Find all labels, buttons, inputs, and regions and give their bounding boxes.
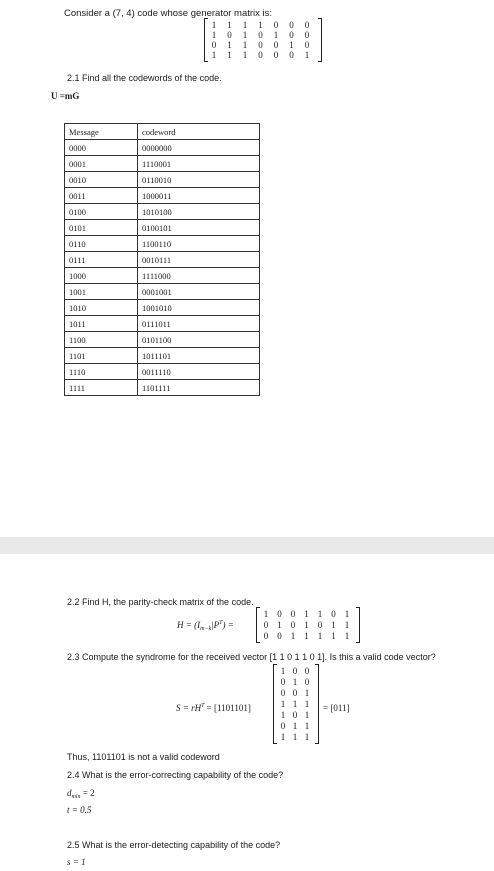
matrix-cell: 1 — [277, 620, 282, 630]
matrix-cell: 1 — [304, 50, 310, 60]
matrix-cell: 1 — [227, 50, 232, 60]
message-cell: 1101 — [65, 348, 138, 364]
h-superscript: T — [219, 620, 223, 626]
matrix-cell: 0 — [304, 677, 310, 687]
header-message: Message — [65, 124, 138, 140]
message-cell: 1011 — [65, 316, 138, 332]
left-bracket — [273, 664, 277, 744]
codeword-cell: 1111000 — [138, 268, 260, 284]
right-bracket — [356, 607, 360, 643]
codeword-cell: 0110010 — [138, 172, 260, 188]
h-lhs-text: H = (I — [177, 620, 201, 630]
matrix-row — [278, 699, 314, 709]
matrix-cell: 1 — [304, 620, 309, 630]
matrix-cell: 0 — [304, 40, 310, 50]
matrix-cell: 0 — [258, 40, 263, 50]
matrix-cell: 1 — [304, 631, 309, 641]
matrix-cell: 0 — [290, 609, 296, 619]
message-cell: 1111 — [65, 380, 138, 396]
codeword-cell: 0101100 — [138, 332, 260, 348]
message-cell: 1110 — [65, 364, 138, 380]
message-cell: 1000 — [65, 268, 138, 284]
right-bracket — [318, 18, 322, 62]
matrix-cell: 1 — [292, 699, 298, 709]
intro-text: Consider a (7, 4) code whose generator matrix is: — [64, 8, 273, 19]
codeword-cell: 1010100 — [138, 204, 260, 220]
matrix-cell: 0 — [273, 20, 279, 30]
matrix-cell: 1 — [289, 40, 294, 50]
codeword-cell: 1101111 — [138, 380, 260, 396]
matrix-row — [278, 688, 314, 698]
matrix-cell: 0 — [277, 631, 282, 641]
matrix-cell: 0 — [292, 666, 298, 676]
left-bracket — [256, 607, 260, 643]
dmin-value: = 2 — [82, 788, 95, 798]
conclusion-text: Thus, 1101101 is not a valid codeword — [67, 752, 220, 762]
matrix-row — [278, 721, 314, 731]
header-codeword: codeword — [138, 124, 260, 140]
matrix-cell: 1 — [242, 20, 248, 30]
matrix-cell: 0 — [317, 620, 323, 630]
message-cell: 0010 — [65, 172, 138, 188]
matrix-row — [261, 620, 355, 630]
s-lhs-text: S = rH — [176, 703, 202, 713]
h-transpose-matrix — [273, 664, 319, 744]
matrix-cell: 0 — [292, 688, 298, 698]
codeword-cell: 0111011 — [138, 316, 260, 332]
received-vector: = [1101101] — [206, 703, 251, 713]
matrix-row — [209, 50, 317, 60]
table-row — [65, 172, 260, 188]
codeword-cell: 1011101 — [138, 348, 260, 364]
question-2-5: 2.5 What is the error-detecting capability of the code? — [67, 840, 281, 850]
table-header-row — [65, 124, 260, 140]
table-row — [65, 268, 260, 284]
matrix-cell: 0 — [273, 40, 279, 50]
codeword-cell: 0000000 — [138, 140, 260, 156]
table-row — [65, 156, 260, 172]
matrix-row — [278, 732, 314, 742]
matrix-cell: 1 — [304, 710, 310, 720]
matrix-cell: 0 — [273, 50, 279, 60]
message-cell: 0001 — [65, 156, 138, 172]
message-cell: 0000 — [65, 140, 138, 156]
matrix-row — [209, 30, 317, 40]
matrix-cell: 1 — [304, 732, 310, 742]
matrix-cell: 1 — [344, 631, 350, 641]
matrix-cell: 1 — [344, 609, 350, 619]
matrix-cell: 0 — [290, 620, 296, 630]
s-line: s = 1 — [67, 857, 86, 867]
codeword-cell: 0010111 — [138, 252, 260, 268]
right-bracket — [315, 664, 319, 744]
matrix-cell: 0 — [304, 30, 310, 40]
matrix-cell: 1 — [242, 30, 248, 40]
matrix-cell: 0 — [258, 50, 263, 60]
question-2-3: 2.3 Compute the syndrome for the received vector [1 1 0 1 1 0 1]. Is this a valid code vector? — [67, 652, 436, 662]
matrix-cell: 1 — [258, 20, 263, 30]
codeword-cell: 1000011 — [138, 188, 260, 204]
table-row — [65, 332, 260, 348]
matrix-cell: 0 — [258, 30, 263, 40]
dmin-subscript: min — [71, 794, 81, 800]
question-2-2: 2.2 Find H, the parity-check matrix of the code. — [67, 597, 254, 607]
table-row — [65, 140, 260, 156]
matrix-cell: 0 — [289, 20, 294, 30]
matrix-cell: 1 — [304, 721, 310, 731]
matrix-cell: 0 — [304, 20, 310, 30]
matrix-cell: 1 — [317, 631, 323, 641]
h-mid-text: |P — [211, 620, 220, 630]
matrix-cell: 1 — [292, 677, 298, 687]
codeword-cell: 0001001 — [138, 284, 260, 300]
h-equation-lhs — [177, 620, 234, 632]
message-cell: 1010 — [65, 300, 138, 316]
message-cell: 1001 — [65, 284, 138, 300]
matrix-cell: 1 — [227, 40, 232, 50]
generator-matrix — [204, 18, 322, 62]
table-row — [65, 316, 260, 332]
syndrome-result: = [011] — [323, 703, 350, 713]
table-row — [65, 220, 260, 236]
codeword-cell: 1100110 — [138, 236, 260, 252]
matrix-cell: 0 — [304, 666, 310, 676]
matrix-cell: 1 — [344, 620, 350, 630]
matrix-cell: 0 — [280, 688, 286, 698]
matrix-cell: 1 — [292, 721, 298, 731]
dmin-line — [67, 788, 95, 800]
syndrome-equation — [176, 703, 251, 713]
table-row — [65, 380, 260, 396]
left-bracket — [204, 18, 208, 62]
codeword-table — [64, 123, 260, 396]
matrix-cell: 0 — [227, 30, 232, 40]
matrix-row — [278, 710, 314, 720]
matrix-cell: 1 — [242, 50, 248, 60]
matrix-cell: 1 — [292, 732, 298, 742]
page-separator — [0, 537, 494, 554]
matrix-row — [278, 666, 314, 676]
table-row — [65, 204, 260, 220]
matrix-cell: 1 — [273, 30, 279, 40]
table-row — [65, 300, 260, 316]
dmin-symbol: d — [67, 788, 72, 798]
message-cell: 0110 — [65, 236, 138, 252]
h-lhs-subscript: m−k — [200, 626, 212, 632]
t-line: t = 0.5 — [67, 805, 92, 815]
message-cell: 1100 — [65, 332, 138, 348]
matrix-cell: 0 — [292, 710, 298, 720]
table-row — [65, 252, 260, 268]
matrix-cell: 0 — [280, 721, 286, 731]
codeword-cell: 1110001 — [138, 156, 260, 172]
matrix-cell: 1 — [280, 732, 286, 742]
matrix-cell: 1 — [290, 631, 296, 641]
message-cell: 0111 — [65, 252, 138, 268]
matrix-cell: 1 — [331, 620, 336, 630]
matrix-cell: 1 — [304, 609, 309, 619]
matrix-cell: 1 — [263, 609, 269, 619]
matrix-cell: 1 — [331, 631, 336, 641]
s-superscript: T — [201, 703, 205, 709]
codeword-cell: 1001010 — [138, 300, 260, 316]
matrix-cell: 1 — [227, 20, 232, 30]
matrix-cell: 1 — [304, 688, 310, 698]
matrix-cell: 1 — [211, 50, 217, 60]
table-row — [65, 236, 260, 252]
matrix-cell: 0 — [263, 631, 269, 641]
matrix-cell: 1 — [211, 30, 217, 40]
matrix-cell: 0 — [289, 50, 294, 60]
matrix-cell: 0 — [277, 609, 282, 619]
message-cell: 0100 — [65, 204, 138, 220]
matrix-cell: 0 — [211, 40, 217, 50]
matrix-row — [278, 677, 314, 687]
matrix-cell: 0 — [280, 677, 286, 687]
codeword-cell: 0011110 — [138, 364, 260, 380]
message-cell: 0011 — [65, 188, 138, 204]
matrix-cell: 1 — [280, 699, 286, 709]
matrix-cell: 1 — [280, 666, 286, 676]
matrix-cell: 1 — [211, 20, 217, 30]
codeword-cell: 0100101 — [138, 220, 260, 236]
message-cell: 0101 — [65, 220, 138, 236]
matrix-cell: 1 — [280, 710, 286, 720]
question-2-4: 2.4 What is the error-correcting capability of the code? — [67, 770, 284, 780]
matrix-cell: 0 — [289, 30, 294, 40]
matrix-row — [261, 609, 355, 619]
matrix-cell: 0 — [263, 620, 269, 630]
matrix-cell: 1 — [317, 609, 323, 619]
formula-u-mg: U =mG — [51, 91, 80, 101]
matrix-row — [209, 40, 317, 50]
matrix-row — [261, 631, 355, 641]
matrix-cell: 1 — [242, 40, 248, 50]
matrix-cell: 1 — [304, 699, 310, 709]
table-row — [65, 284, 260, 300]
matrix-row — [209, 20, 317, 30]
question-2-1: 2.1 Find all the codewords of the code. — [67, 73, 222, 83]
parity-check-matrix — [256, 607, 360, 643]
matrix-cell: 0 — [331, 609, 336, 619]
table-row — [65, 364, 260, 380]
table-row — [65, 348, 260, 364]
table-row — [65, 188, 260, 204]
h-end-text: ) = — [222, 620, 234, 630]
